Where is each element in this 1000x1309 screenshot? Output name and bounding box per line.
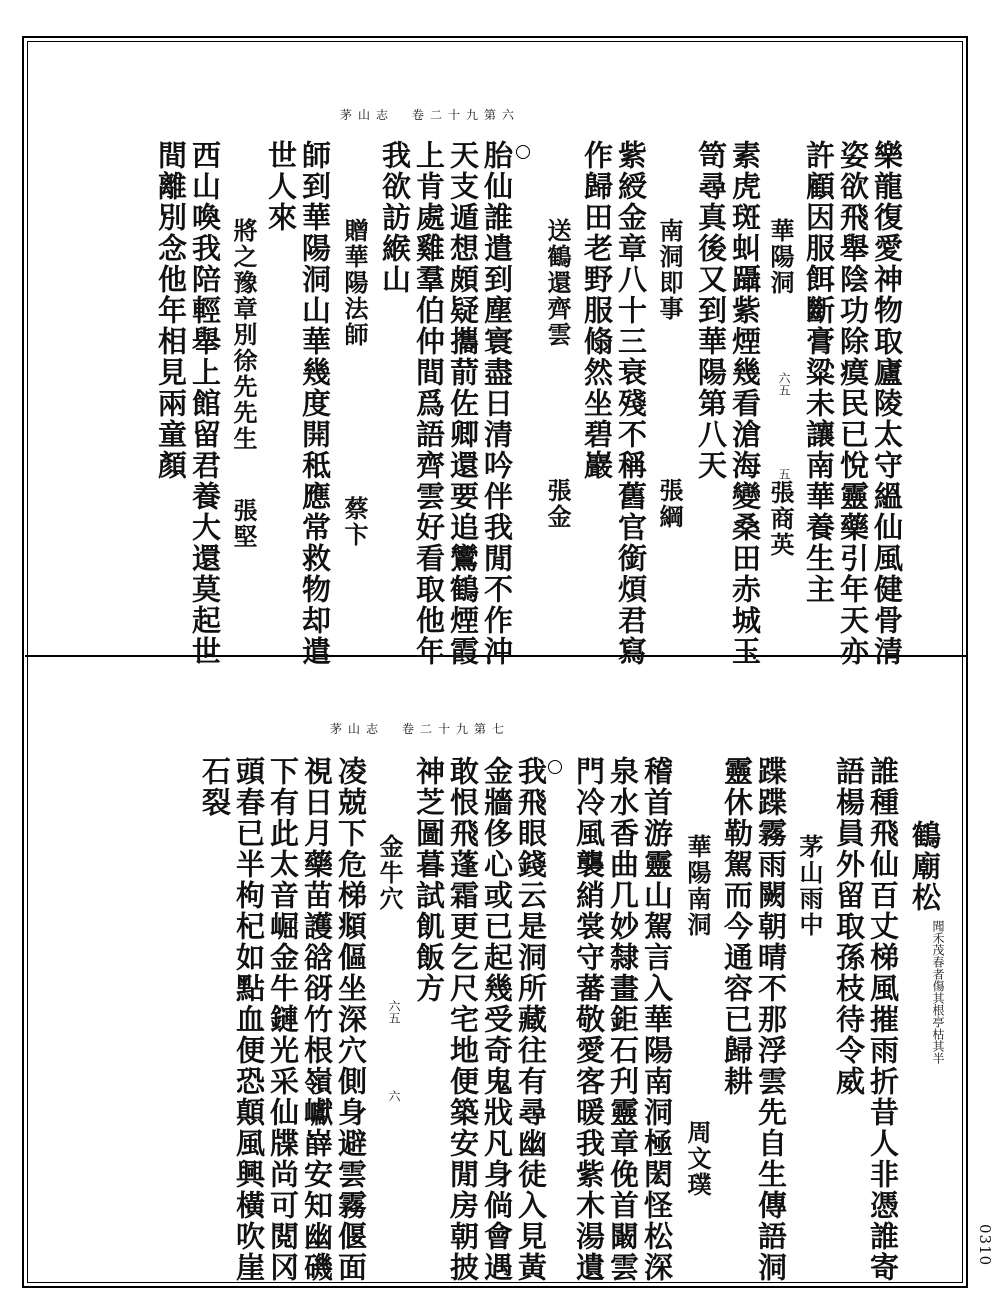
top-col-9: 天支遁想頗疑攜葥佐卿還要追鸞鶴煙霞 (446, 140, 480, 667)
top-author-4: 蔡卞 (340, 496, 369, 548)
bottom-col-6: 泉水香曲几妙隸畫鉅石刋靈章俛首闞雲 (606, 756, 640, 1283)
bottom-col-15: 頭春已半枸杞如點血便恐顛風興橫吹崖 (232, 756, 266, 1283)
bottom-col-13: 視日月藥苗護谽谺竹根嶺巘嶭安知幽磯 (300, 756, 334, 1283)
bottom-col-10: 敢恨飛蓬霜更乞尺宅地便築安閒房朝披 (446, 756, 480, 1283)
bottom-col-12: 凌兢下危梯頫傴坐深穴側身避雲霧偃面 (334, 756, 368, 1283)
bottom-col-16: 石裂 (198, 756, 232, 818)
bottom-header-text: 茅山志 卷二十九第七 (330, 722, 511, 736)
bottom-col-11: 神芝圖暮試飢飯方 (412, 756, 446, 1004)
bottom-col-9: 金牆侈心或已起幾受奇鬼戕凡身倘會遇 (480, 756, 514, 1283)
top-col-4: 素虎斑虯躡紫煙幾看滄海變桑田赤城玉 (728, 140, 762, 667)
top-col-3: 許顧因服餌斷膏粱未讓南華養生主 (802, 140, 836, 605)
bottom-col-4: 靈休勒駕而今通容已歸耕 (720, 756, 754, 1097)
bottom-col-7: 門冷風襲綃裳守蕃敬愛客暖我紫木湯遺 (572, 756, 606, 1283)
bottom-title-4: 金牛穴 (375, 834, 404, 912)
top-col-7: 作歸田老野服翛然坐碧巖 (580, 140, 614, 481)
top-col-2: 姿欲飛舉陰功除瘼民已悅靈藥引年天亦 (836, 140, 870, 667)
top-header-text: 茅山志 卷二十九第六 (340, 108, 521, 122)
top-author-2: 張綱 (655, 478, 684, 530)
top-author-3: 張金 (543, 478, 572, 530)
bottom-title-2: 茅山雨中 (795, 834, 824, 938)
circle-mark (516, 145, 530, 159)
top-col-11: 我欲訪緱山 (378, 140, 412, 295)
top-title-1: 華陽洞 (766, 218, 795, 296)
bottom-note-1: 六五 (387, 1000, 401, 1024)
bottom-col-14: 下有此太音崛金牛鏈光采仙牒尚可閲冈 (266, 756, 300, 1283)
top-note-1: 六五 (777, 372, 791, 396)
top-col-10: 上肯處雞羣伯仲間爲語齊雲好看取他年 (412, 140, 446, 667)
top-col-8: 胎仙誰遣到塵寰盡日清吟伴我閒不作沖 (480, 140, 514, 667)
bottom-col-8: 我飛眼錢云是洞所藏往有尋幽徒入見黃 (514, 756, 548, 1283)
top-title-4: 贈華陽法師 (340, 218, 369, 348)
top-author-5: 張堅 (229, 498, 258, 550)
top-title-5: 將之豫章別徐先先生 (229, 218, 258, 452)
bottom-col-1: 誰種飛仙百丈梯風摧雨折昔人非憑誰寄 (866, 756, 900, 1283)
bottom-note-2: 六 (387, 1090, 401, 1102)
bottom-subnote: 聞禾茂春者傷其根亭枯其半 (931, 920, 945, 1064)
top-author-1: 張商英 (766, 480, 795, 558)
top-col-13: 世人來 (264, 140, 298, 233)
top-col-5: 笥尋真後又到華陽第八天 (694, 140, 728, 481)
page-number: 0310 (976, 1224, 994, 1267)
bottom-col-5: 稽首游靈山駕言入華陽南洞極閎怪松深 (640, 756, 674, 1283)
top-note-2: 五 (777, 468, 791, 480)
bottom-title-1: 鶴廟松 (908, 820, 942, 913)
bottom-circle-mark (548, 760, 562, 774)
bottom-col-3: 蹀蹀霧雨闕朝晴不那浮雲先自生傳語洞 (754, 756, 788, 1283)
top-col-14: 西山喚我陪輕舉上館留君養大還莫起世 (188, 140, 222, 667)
top-title-2: 南洞即事 (655, 218, 684, 322)
top-title-3: 送鶴還齊雲 (543, 218, 572, 348)
bottom-author-1: 周文璞 (683, 1120, 712, 1198)
bottom-col-2: 語楊員外留取孫枝待令威 (832, 756, 866, 1097)
top-col-15: 間離別念他年相見兩童顏 (154, 140, 188, 481)
top-col-1: 樂龍復愛神物取廬陵太守縕仙風健骨清 (870, 140, 904, 667)
bottom-title-3: 華陽南洞 (683, 834, 712, 938)
top-col-6: 紫綬金章八十三衰殘不稱舊官銜煩君寫 (614, 140, 648, 667)
top-col-12: 師到華陽洞山華幾度開秪應常救物却遣 (298, 140, 332, 667)
